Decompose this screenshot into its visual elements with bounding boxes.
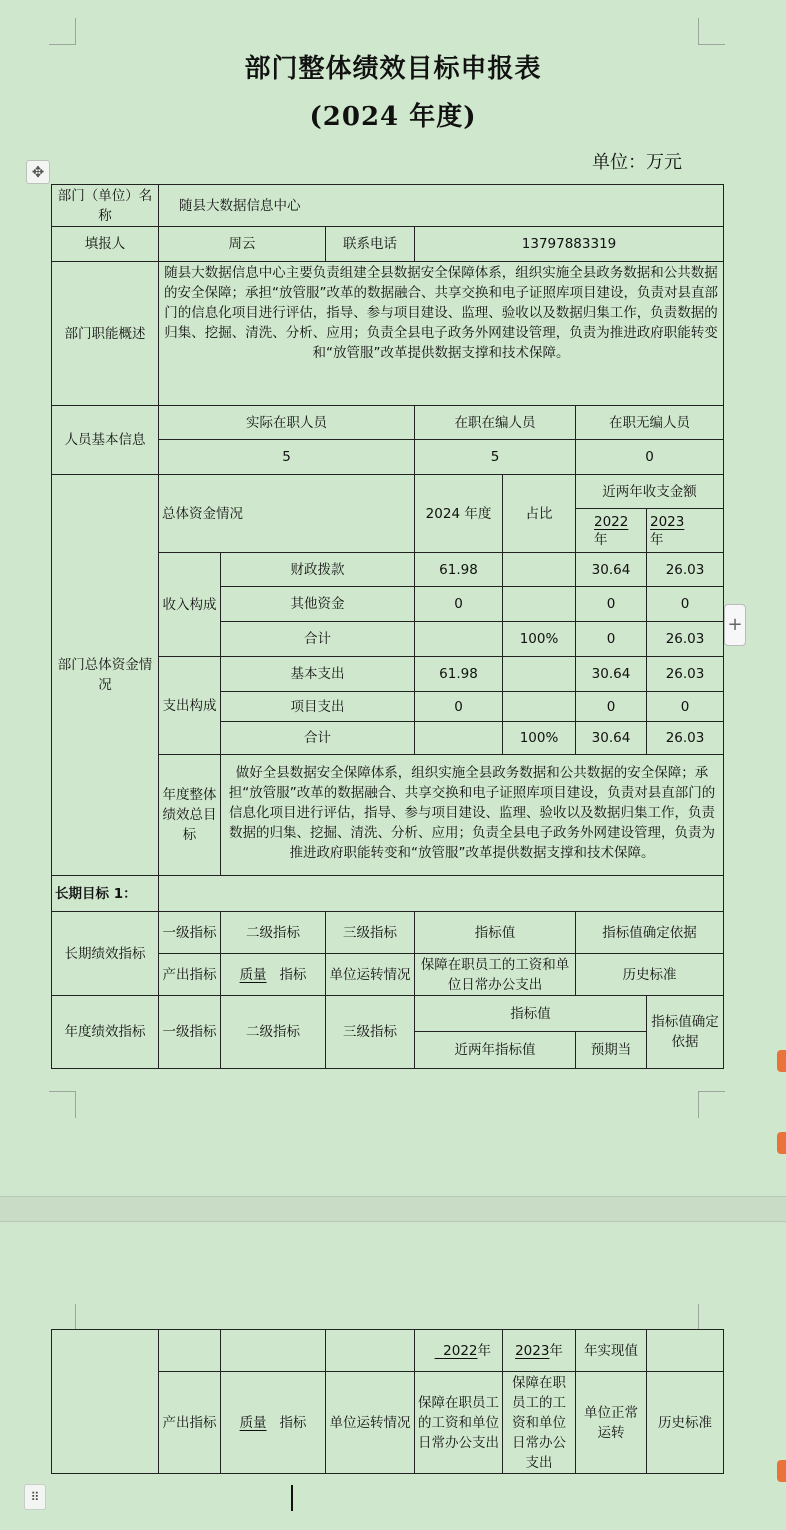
page2-header-row — [52, 1330, 724, 1372]
annual-kpi-level2: 二级指标 — [221, 996, 326, 1069]
page2-basis[interactable]: 历史标准 — [647, 1372, 724, 1474]
annual-kpi-level3: 三级指标 — [326, 996, 415, 1069]
expense-total-amount[interactable] — [415, 722, 503, 755]
long-term-header-level2: 二级指标 — [221, 912, 326, 954]
income-row-1-2022[interactable]: 30.64 — [576, 553, 647, 587]
long-term-kpi-label: 长期绩效指标 — [52, 912, 159, 996]
expense-total-2022[interactable]: 30.64 — [576, 722, 647, 755]
annual-kpi-label: 年度绩效指标 — [52, 996, 159, 1069]
income-row-1-amount[interactable]: 61.98 — [415, 553, 503, 587]
income-total-2023[interactable]: 26.03 — [647, 622, 724, 657]
function-label: 部门职能概述 — [52, 262, 159, 406]
page2-value-2023[interactable]: 保障在职员工的工资和单位日常办公支出 — [503, 1372, 576, 1474]
unit-label: 单位：万元 — [592, 152, 682, 173]
expense-row-1-2022[interactable]: 30.64 — [576, 657, 647, 692]
expense-row-2-name: 项目支出 — [221, 692, 415, 722]
funds-year-2023: 2023 年 — [647, 509, 724, 553]
text-cursor — [291, 1485, 293, 1511]
page2-year-2023: 2023年 — [503, 1330, 576, 1372]
table-move-handle-icon[interactable]: ✥ — [26, 160, 50, 184]
income-total-name: 合计 — [221, 622, 415, 657]
long-term-value[interactable]: 保障在职员工的工资和单位日常办公支出 — [415, 954, 576, 996]
annual-kpi-expected-label: 预期当 — [576, 1032, 647, 1069]
table-grip-icon[interactable]: ⠿ — [24, 1484, 46, 1510]
page2-year-value: 年实现值 — [576, 1330, 647, 1372]
comment-marker-icon[interactable] — [777, 1050, 786, 1072]
page2-label-cell — [52, 1330, 159, 1474]
funds-year-label: 2024 年度 — [415, 475, 503, 553]
staff-header-budgeted: 在职在编人员 — [415, 406, 576, 440]
crop-mark-bottom-left — [49, 1091, 76, 1118]
crop-mark-top-right — [698, 18, 725, 45]
income-row-1-name: 财政拨款 — [221, 553, 415, 587]
income-row-2-ratio[interactable] — [503, 587, 576, 622]
expense-row-2-amount[interactable]: 0 — [415, 692, 503, 722]
add-column-button[interactable]: + — [724, 604, 746, 646]
page2-expected[interactable]: 单位正常运转 — [576, 1372, 647, 1474]
income-row-2-2023[interactable]: 0 — [647, 587, 724, 622]
dept-value[interactable]: 随县大数据信息中心 — [159, 185, 724, 227]
annual-kpi-recent-label: 近两年指标值 — [415, 1032, 576, 1069]
income-label: 收入构成 — [159, 553, 221, 657]
long-term-basis[interactable]: 历史标准 — [576, 954, 724, 996]
performance-table-continued — [51, 1329, 724, 1474]
staff-header-row — [52, 406, 724, 440]
long-term-goal-label: 长期目标 1： — [52, 876, 159, 912]
page2-basis-header — [647, 1330, 724, 1372]
staff-label: 人员基本信息 — [52, 406, 159, 475]
funds-label: 部门总体资金情况 — [52, 475, 159, 876]
staff-value-budgeted[interactable]: 5 — [415, 440, 576, 475]
annual-goal-text[interactable]: 做好全县数据安全保障体系，组织实施全县政务数据和公共数据的安全保障；承担“放管服”改革的数据融合、共享交换和电子证照库项目建设，负责对县直部门的信息化项目进行评估，指导、参与项目建设、监理、验收以及数据归集工作，负责数据的归集、挖掘、清洗、分析、应用；负责全县电子政务外网建设管理，负责为推进政府职能转变和“放管服”改革提供数据支撑和技术保障。 — [221, 755, 724, 876]
funds-year-2022: 2022 年 — [576, 509, 647, 553]
dept-row — [52, 185, 724, 227]
expense-label: 支出构成 — [159, 657, 221, 755]
funds-recent-label: 近两年收支金额 — [576, 475, 724, 509]
function-text[interactable]: 随县大数据信息中心主要负责组建全县数据安全保障体系，组织实施全县政务数据和公共数据的安全保障；承担“放管服”改革的数据融合、共享交换和电子证照库项目建设，负责对县直部门的信息化项目进行评估，指导、参与项目建设、监理、验收以及数据归集工作，负责数据的归集、挖掘、清洗、分析、应用；负责全县电子政务外网建设管理，负责为推进政府职能转变和“放管服”改革提供数据支撑和技术保障。 — [159, 262, 724, 406]
page2-level3-header — [326, 1330, 415, 1372]
comment-marker-icon[interactable] — [777, 1132, 786, 1154]
page2-level1[interactable]: 产出指标 — [159, 1372, 221, 1474]
annual-kpi-value-label: 指标值 — [415, 996, 647, 1032]
staff-value-actual[interactable]: 5 — [159, 440, 415, 475]
income-row-1-ratio[interactable] — [503, 553, 576, 587]
page2-year-2022: 2022年 — [415, 1330, 503, 1372]
expense-row-1-name: 基本支出 — [221, 657, 415, 692]
performance-table — [51, 184, 724, 1069]
annual-goal-label: 年度整体绩效总目标 — [159, 755, 221, 876]
income-row-1-2023[interactable]: 26.03 — [647, 553, 724, 587]
document-subtitle: (2024 年度) — [309, 102, 477, 132]
staff-header-actual: 实际在职人员 — [159, 406, 415, 440]
expense-row-2-2022[interactable]: 0 — [576, 692, 647, 722]
funds-overall-label: 总体资金情况 — [159, 475, 415, 553]
expense-total-ratio[interactable]: 100% — [503, 722, 576, 755]
expense-row-1-2023[interactable]: 26.03 — [647, 657, 724, 692]
income-total-ratio[interactable]: 100% — [503, 622, 576, 657]
annual-kpi-header-row-1 — [52, 996, 724, 1032]
phone-label: 联系电话 — [326, 227, 415, 262]
long-term-level2[interactable]: 质量 指标 — [221, 954, 326, 996]
annual-kpi-level1: 一级指标 — [159, 996, 221, 1069]
long-term-header-level1: 一级指标 — [159, 912, 221, 954]
page2-level2-header — [221, 1330, 326, 1372]
filler-row — [52, 227, 724, 262]
long-term-level3[interactable]: 单位运转情况 — [326, 954, 415, 996]
expense-total-2023[interactable]: 26.03 — [647, 722, 724, 755]
crop-mark-page2-right — [698, 1304, 725, 1330]
long-term-goal-row — [52, 876, 724, 912]
filler-label: 填报人 — [52, 227, 159, 262]
long-term-kpi-header-row — [52, 912, 724, 954]
income-row-2-amount[interactable]: 0 — [415, 587, 503, 622]
crop-mark-bottom-right — [698, 1091, 725, 1118]
income-row-2-2022[interactable]: 0 — [576, 587, 647, 622]
long-term-header-value: 指标值 — [415, 912, 576, 954]
funds-ratio-label: 占比 — [503, 475, 576, 553]
comment-marker-icon[interactable] — [777, 1460, 786, 1482]
long-term-goal-value[interactable] — [159, 876, 724, 912]
expense-row-1-amount[interactable]: 61.98 — [415, 657, 503, 692]
long-term-header-basis: 指标值确定依据 — [576, 912, 724, 954]
crop-mark-page2-left — [49, 1304, 76, 1330]
page2-level1-header — [159, 1330, 221, 1372]
income-total-amount[interactable] — [415, 622, 503, 657]
crop-mark-top-left — [49, 18, 76, 45]
page2-level3[interactable]: 单位运转情况 — [326, 1372, 415, 1474]
expense-total-name: 合计 — [221, 722, 415, 755]
page2-level2[interactable]: 质量 指标 — [221, 1372, 326, 1474]
funds-header-row-1 — [52, 475, 724, 509]
expense-row-2-ratio[interactable] — [503, 692, 576, 722]
page-break — [0, 1196, 786, 1222]
expense-row-2-2023[interactable]: 0 — [647, 692, 724, 722]
long-term-level1[interactable]: 产出指标 — [159, 954, 221, 996]
page2-value-2022[interactable]: 保障在职员工的工资和单位日常办公支出 — [415, 1372, 503, 1474]
expense-row-1-ratio[interactable] — [503, 657, 576, 692]
staff-value-unbudgeted[interactable]: 0 — [576, 440, 724, 475]
phone-value[interactable]: 13797883319 — [415, 227, 724, 262]
income-total-2022[interactable]: 0 — [576, 622, 647, 657]
annual-kpi-basis-label: 指标值确定依据 — [647, 996, 724, 1069]
dept-label: 部门（单位）名称 — [52, 185, 159, 227]
income-row-2-name: 其他资金 — [221, 587, 415, 622]
long-term-header-level3: 三级指标 — [326, 912, 415, 954]
document-title: 部门整体绩效目标申报表 — [244, 54, 542, 84]
filler-value[interactable]: 周云 — [159, 227, 326, 262]
function-row — [52, 262, 724, 406]
staff-header-unbudgeted: 在职无编人员 — [576, 406, 724, 440]
